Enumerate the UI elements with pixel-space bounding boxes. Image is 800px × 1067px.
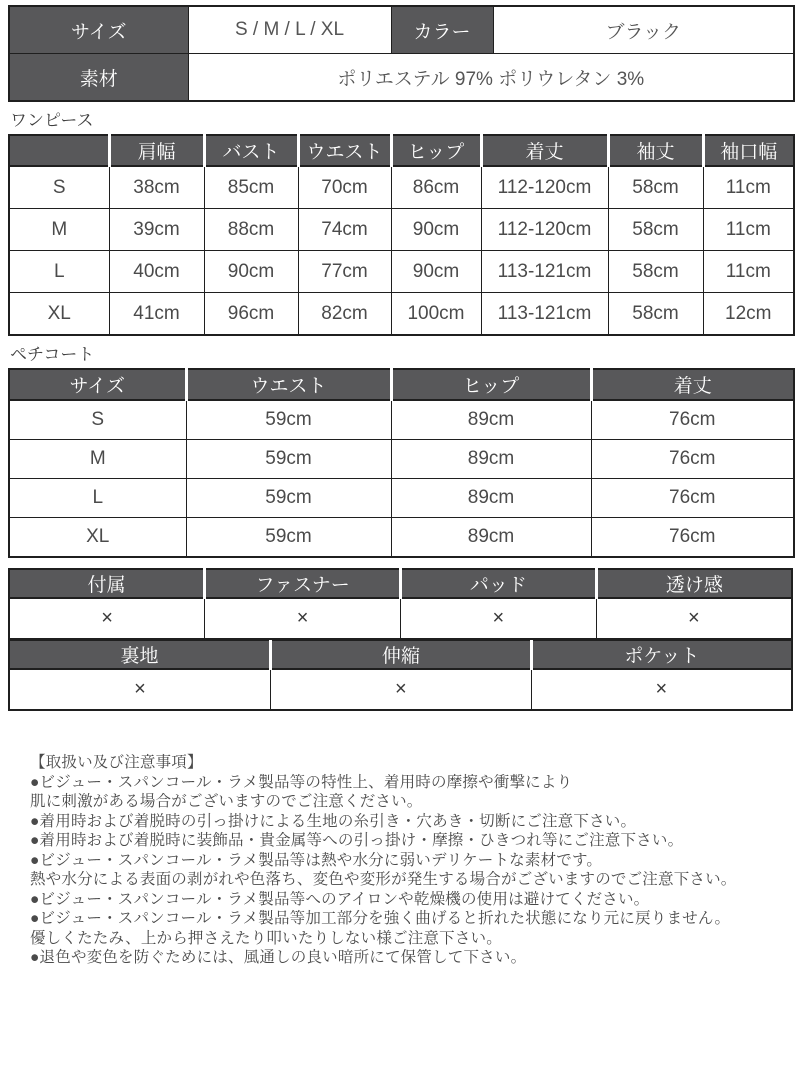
- care-note-line: 熱や水分による表面の剥がれや色落ち、変色や変形が発生する場合がございますのでご注意下さい。: [30, 871, 737, 888]
- measure-cell: 11cm: [703, 209, 794, 251]
- care-notes-title: 【取扱い及び注意事項】: [30, 754, 203, 771]
- measure-cell: 59cm: [186, 400, 391, 440]
- feature-header-sheerness: 透け感: [596, 569, 792, 598]
- column-header: バスト: [204, 135, 298, 166]
- feature-header-pocket: ポケット: [531, 641, 792, 670]
- measure-cell: 74cm: [298, 209, 391, 251]
- features-value-row-2: [9, 669, 792, 710]
- column-header: 着丈: [481, 135, 608, 166]
- feature-value-cell: ×: [531, 669, 792, 710]
- care-note-line: ●ビジュー・スパンコール・ラメ製品等は熱や水分に弱いデリケートな素材です。: [30, 851, 603, 869]
- measure-cell: 88cm: [204, 209, 298, 251]
- petticoat-size-table: [8, 368, 795, 558]
- petticoat-row-xl: [9, 518, 794, 558]
- care-note-line: 肌に刺激がある場合がございますのでご注意ください。: [30, 793, 423, 810]
- measure-cell: 58cm: [608, 293, 703, 336]
- feature-value-cell: ×: [9, 669, 271, 710]
- feature-value-cell: ×: [271, 669, 532, 710]
- measure-cell: 38cm: [109, 166, 204, 209]
- feature-header-pad: パッド: [401, 569, 597, 598]
- measure-cell: 41cm: [109, 293, 204, 336]
- measure-cell: 89cm: [391, 518, 591, 558]
- column-header: 袖口幅: [703, 135, 794, 166]
- measure-cell: 59cm: [186, 518, 391, 558]
- measure-cell: 100cm: [391, 293, 481, 336]
- column-header: サイズ: [9, 369, 186, 400]
- color-label-cell: カラー: [391, 6, 493, 54]
- measure-cell: 82cm: [298, 293, 391, 336]
- measure-cell: 76cm: [591, 400, 794, 440]
- feature-value-cell: ×: [205, 598, 401, 639]
- measure-cell: 90cm: [391, 209, 481, 251]
- size-cell: M: [9, 440, 186, 479]
- column-header: [9, 135, 109, 166]
- measure-cell: 113-121cm: [481, 293, 608, 336]
- petticoat-row-m: [9, 440, 794, 479]
- size-cell: L: [9, 479, 186, 518]
- petticoat-row-l: [9, 479, 794, 518]
- onepiece-header-row: [9, 135, 794, 166]
- size-value-cell: S / M / L / XL: [188, 6, 391, 54]
- size-cell: XL: [9, 518, 186, 558]
- features-value-row-1: [9, 598, 792, 639]
- features-header-row-2: [9, 641, 792, 670]
- material-label-cell: 素材: [9, 54, 188, 102]
- petticoat-header-row: [9, 369, 794, 400]
- measure-cell: 59cm: [186, 479, 391, 518]
- measure-cell: 59cm: [186, 440, 391, 479]
- column-header: 肩幅: [109, 135, 204, 166]
- measure-cell: 96cm: [204, 293, 298, 336]
- care-note-line: ●ビジュー・スパンコール・ラメ製品等加工部分を強く曲げると折れた状態になり元に戻りません。: [30, 910, 731, 927]
- care-note-line: ●ビジュー・スパンコール・ラメ製品等へのアイロンや乾燥機の使用は避けてください。: [30, 890, 650, 908]
- measure-cell: 112-120cm: [481, 166, 608, 209]
- measure-cell: 58cm: [608, 209, 703, 251]
- size-label-cell: サイズ: [9, 6, 188, 54]
- onepiece-row-l: [9, 251, 794, 293]
- measure-cell: 12cm: [703, 293, 794, 336]
- measure-cell: 90cm: [204, 251, 298, 293]
- measure-cell: 40cm: [109, 251, 204, 293]
- measure-cell: 76cm: [591, 479, 794, 518]
- spec-row-material: [9, 54, 794, 102]
- column-header: ヒップ: [391, 135, 481, 166]
- onepiece-row-m: [9, 209, 794, 251]
- measure-cell: 89cm: [391, 479, 591, 518]
- column-header: ヒップ: [391, 369, 591, 400]
- feature-header-lining: 裏地: [9, 641, 271, 670]
- measure-cell: 113-121cm: [481, 251, 608, 293]
- onepiece-section-title: ワンピース: [10, 111, 94, 130]
- measure-cell: 77cm: [298, 251, 391, 293]
- column-header: 着丈: [591, 369, 794, 400]
- size-cell: L: [9, 251, 109, 293]
- spec-row-size-color: [9, 6, 794, 54]
- measure-cell: 76cm: [591, 440, 794, 479]
- care-notes: [30, 753, 793, 968]
- measure-cell: 70cm: [298, 166, 391, 209]
- measure-cell: 90cm: [391, 251, 481, 293]
- feature-header-fastener: ファスナー: [205, 569, 401, 598]
- care-note-line: ●退色や変色を防ぐためには、風通しの良い暗所にて保管して下さい。: [30, 949, 527, 966]
- feature-header-fuzoku: 付属: [9, 569, 205, 598]
- measure-cell: 11cm: [703, 251, 794, 293]
- care-note-line: ●着用時および着脱時の引っ掛けによる生地の糸引き・穴あき・切断にご注意下さい。: [30, 812, 637, 830]
- care-note-line: 優しくたたみ、上から押さえたり叩いたりしない様ご注意下さい。: [30, 929, 502, 947]
- measure-cell: 58cm: [608, 251, 703, 293]
- petticoat-row-s: [9, 400, 794, 440]
- measure-cell: 58cm: [608, 166, 703, 209]
- features-table-1: [8, 568, 793, 640]
- measure-cell: 11cm: [703, 166, 794, 209]
- petticoat-section-title: ペチコート: [10, 345, 95, 364]
- measure-cell: 112-120cm: [481, 209, 608, 251]
- measure-cell: 89cm: [391, 440, 591, 479]
- feature-value-cell: ×: [596, 598, 792, 639]
- column-header: ウエスト: [186, 369, 391, 400]
- feature-value-cell: ×: [9, 598, 205, 639]
- care-note-line: ●ビジュー・スパンコール・ラメ製品等の特性上、着用時の摩擦や衝撃により: [30, 773, 573, 791]
- color-value-cell: ブラック: [493, 6, 794, 54]
- measure-cell: 39cm: [109, 209, 204, 251]
- material-value-cell: ポリエステル 97% ポリウレタン 3%: [188, 54, 794, 102]
- care-note-line: ●着用時および着脱時に装飾品・貴金属等への引っ掛け・摩擦・ひきつれ等にご注意下さい。: [30, 832, 684, 849]
- measure-cell: 76cm: [591, 518, 794, 558]
- size-cell: S: [9, 166, 109, 209]
- onepiece-size-table: [8, 134, 795, 336]
- column-header: 袖丈: [608, 135, 703, 166]
- size-cell: S: [9, 400, 186, 440]
- features-table-2: [8, 640, 793, 711]
- feature-value-cell: ×: [401, 598, 597, 639]
- features-header-row-1: [9, 569, 792, 598]
- feature-header-stretch: 伸縮: [271, 641, 532, 670]
- onepiece-row-s: [9, 166, 794, 209]
- measure-cell: 89cm: [391, 400, 591, 440]
- measure-cell: 86cm: [391, 166, 481, 209]
- onepiece-row-xl: [9, 293, 794, 336]
- spec-table: [8, 5, 795, 102]
- size-cell: M: [9, 209, 109, 251]
- column-header: ウエスト: [298, 135, 391, 166]
- measure-cell: 85cm: [204, 166, 298, 209]
- size-cell: XL: [9, 293, 109, 336]
